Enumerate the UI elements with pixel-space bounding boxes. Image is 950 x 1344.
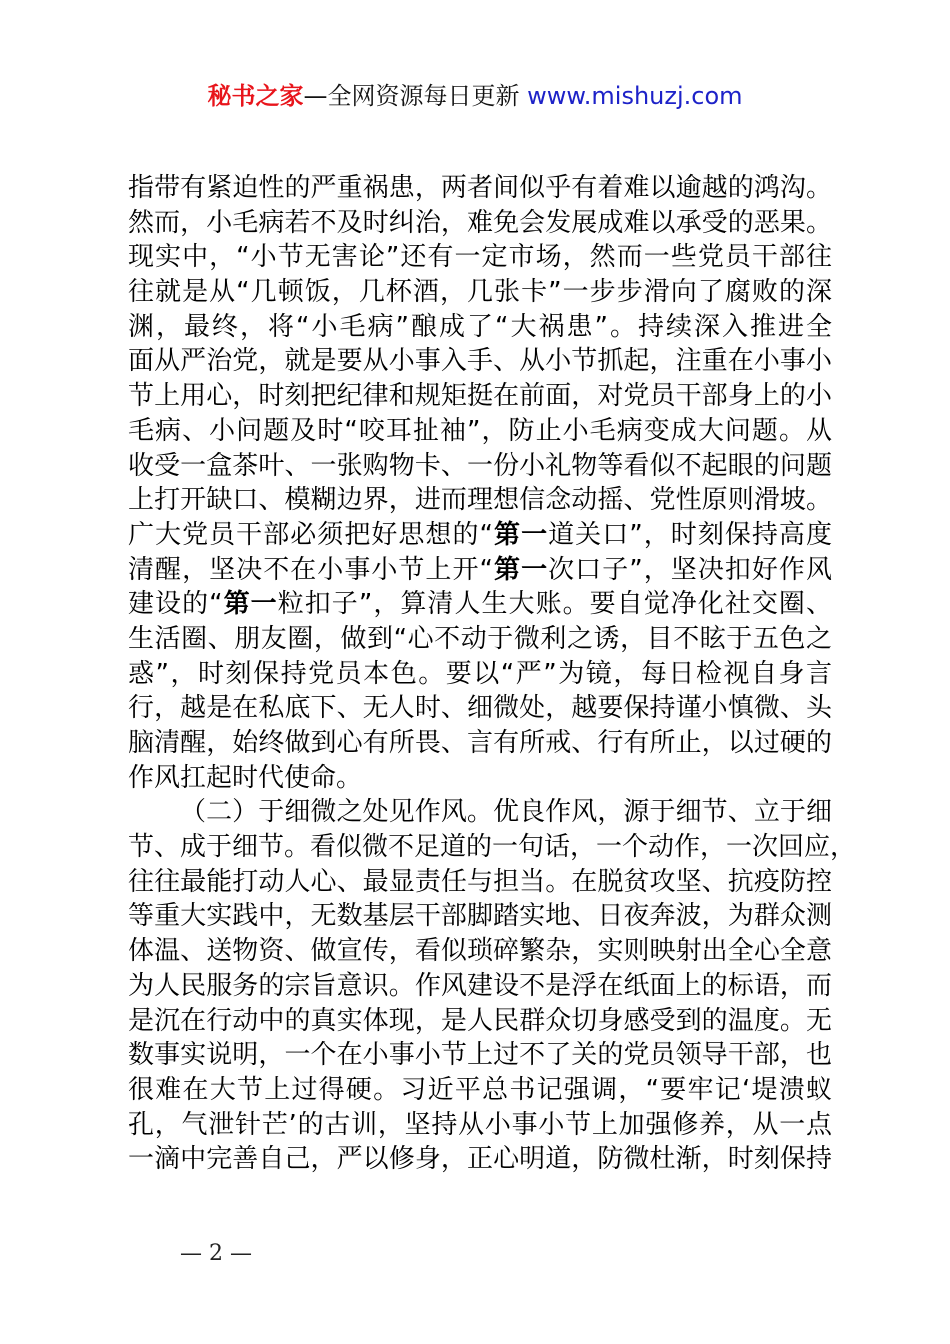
text-line: 节、成于细节。看似微不足道的一句话，一个动作，一次回应， xyxy=(128,832,857,863)
text-line: 很难在大节上过得硬。习近平总书记强调，“要牢记‘堤溃蚁 xyxy=(128,1074,832,1105)
text-line: 往就是从“几顿饭，几杯酒，几张卡”一步步滑向了腐败的深 xyxy=(128,277,832,308)
brand-name: 秘书之家 xyxy=(207,82,304,110)
text-line: 行，越是在私底下、无人时、细微处，越要保持谨小慎微、头 xyxy=(128,693,832,724)
text-line: 收受一盒茶叶、一张购物卡、一份小礼物等看似不起眼的问题 xyxy=(128,450,832,481)
text-line: 往往最能打动人心、最显责任与担当。在脱贫攻坚、抗疫防控 xyxy=(128,866,832,897)
header-tagline: —全网资源每日更新 xyxy=(303,82,528,110)
text-line: 惑”，时刻保持党员本色。要以“严”为镜，每日检视自身言 xyxy=(128,658,832,689)
text-line: 建设的“第一粒扣子”，算清人生大账。要自觉净化社交圈、 xyxy=(128,589,832,620)
text-line: 为人民服务的宗旨意识。作风建设不是浮在纸面上的标语，而 xyxy=(128,970,832,1001)
paragraph-first-line: （二）于细微之处见作风。优良作风，源于细节、立于细 xyxy=(180,797,832,828)
text-line: 一滴中完善自己，严以修身，正心明道，防微杜渐，时刻保持 xyxy=(128,1144,832,1175)
text-line: 现实中，“小节无害论”还有一定市场，然而一些党员干部往 xyxy=(128,242,832,273)
text-line: 节上用心，时刻把纪律和规矩挺在前面，对党员干部身上的小 xyxy=(128,381,832,412)
text-line: 面从严治党，就是要从小事入手、从小节抓起，注重在小事小 xyxy=(128,346,832,377)
text-line: 广大党员干部必须把好思想的“第一道关口”，时刻保持高度 xyxy=(128,519,832,550)
text-line: 清醒，坚决不在小事小节上开“第一次口子”，坚决扣好作风 xyxy=(128,554,832,585)
site-url-link[interactable]: www.mishuzj.com xyxy=(527,82,743,110)
text-line: 孔，气泄针芒’的古训，坚持从小事小节上加强修养，从一点 xyxy=(128,1109,832,1140)
text-line: 然而，小毛病若不及时纠治，难免会发展成难以承受的恶果。 xyxy=(128,207,832,238)
text-line: 作风扛起时代使命。 xyxy=(128,762,363,793)
text-line: 毛病、小问题及时“咬耳扯袖”，防止小毛病变成大问题。从 xyxy=(128,415,832,446)
document-body xyxy=(128,171,857,1177)
text-line: 脑清醒，始终做到心有所畏、言有所戒、行有所止，以过硬的 xyxy=(128,728,832,758)
text-line: 渊，最终，将“小毛病”酿成了“大祸患”。持续深入推进全 xyxy=(128,311,832,342)
page-number: — 2 — xyxy=(180,1241,252,1266)
site-header xyxy=(0,80,950,112)
text-line: 数事实说明，一个在小事小节上过不了关的党员领导干部，也 xyxy=(128,1040,832,1071)
text-line: 上打开缺口、模糊边界，进而理想信念动摇、党性原则滑坡。 xyxy=(128,485,832,516)
text-line: 指带有紧迫性的严重祸患，两者间似乎有着难以逾越的鸿沟。 xyxy=(128,173,832,203)
text-line: 等重大实践中，无数基层干部脚踏实地、日夜奔波，为群众测 xyxy=(128,901,832,932)
text-line: 体温、送物资、做宣传，看似琐碎繁杂，实则映射出全心全意 xyxy=(128,936,832,967)
text-line: 生活圈、朋友圈，做到“心不动于微利之诱，目不眩于五色之 xyxy=(128,623,832,654)
text-line: 是沉在行动中的真实体现，是人民群众切身感受到的温度。无 xyxy=(128,1005,832,1036)
